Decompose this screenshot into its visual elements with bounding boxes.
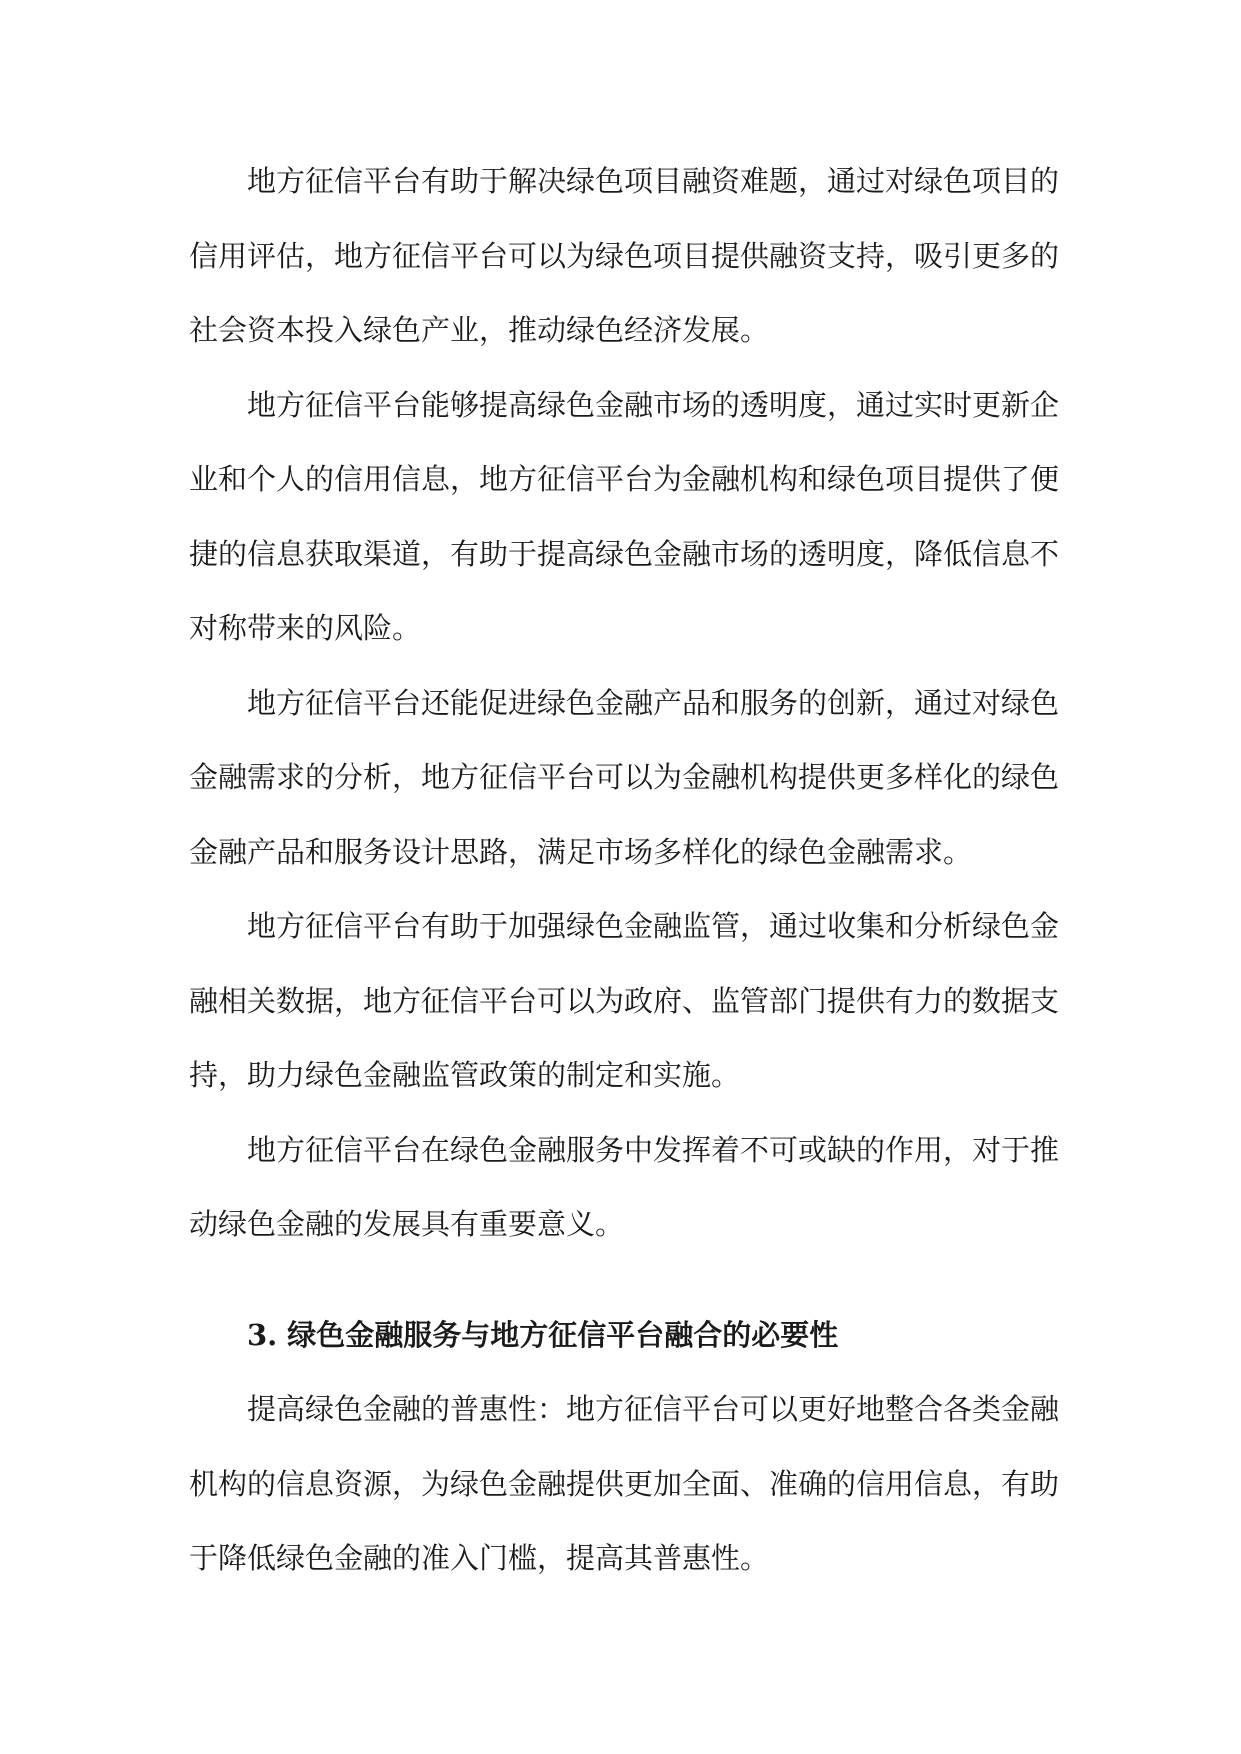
paragraph-regulation-support: 地方征信平台有助于加强绿色金融监管，通过收集和分析绿色金融相关数据，地方征信平台可以为政府、监管部门提供有力的数据支持，助力绿色金融监管政策的制定和实施。 xyxy=(189,909,1060,1092)
section-title: 绿色金融服务与地方征信平台融合的必要性 xyxy=(287,1317,839,1352)
paragraph-product-innovation: 地方征信平台还能促进绿色金融产品和服务的创新，通过对绿色金融需求的分析，地方征信平台可以为金融机构提供更多样化的绿色金融产品和服务设计思路，满足市场多样化的绿色金融需求。 xyxy=(189,685,1060,869)
section-heading xyxy=(189,1298,1059,1373)
section-number: 3. xyxy=(247,1317,278,1352)
paragraph-conclusion: 地方征信平台在绿色金融服务中发挥着不可或缺的作用，对于推动绿色金融的发展具有重要意义。 xyxy=(189,1132,1060,1241)
document-body xyxy=(189,144,1059,1596)
paragraph-credit-platform-financing: 地方征信平台有助于解决绿色项目融资难题，通过对绿色项目的信用评估，地方征信平台可以为绿色项目提供融资支持，吸引更多的社会资本投入绿色产业，推动绿色经济发展。 xyxy=(189,164,1060,347)
paragraph-inclusiveness: 提高绿色金融的普惠性：地方征信平台可以更好地整合各类金融机构的信息资源，为绿色金融提供更加全面、准确的信用信息，有助于降低绿色金融的准入门槛，提高其普惠性。 xyxy=(189,1392,1060,1575)
paragraph-market-transparency: 地方征信平台能够提高绿色金融市场的透明度，通过实时更新企业和个人的信用信息，地方征信平台为金融机构和绿色项目提供了便捷的信息获取渠道，有助于提高绿色金融市场的透明度，降低信息不对称带来的风险。 xyxy=(189,387,1060,645)
